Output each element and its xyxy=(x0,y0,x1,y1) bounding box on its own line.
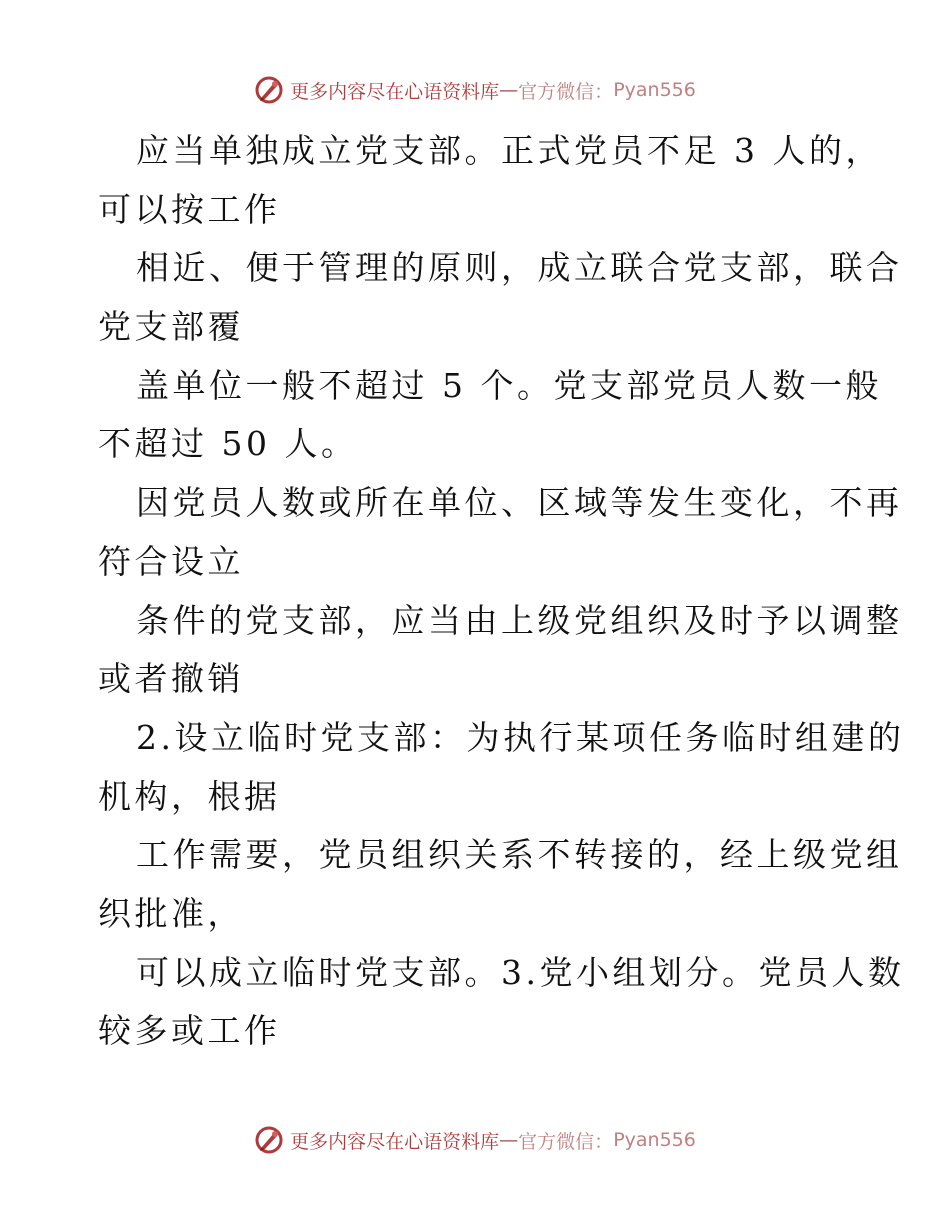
text-line: 相近、便于管理的原则，成立联合党支部，联合 xyxy=(136,248,903,288)
text-line: 党支部覆 xyxy=(98,307,244,347)
text-line: 较多或工作 xyxy=(98,1011,281,1051)
pen-logo-icon xyxy=(254,1125,284,1155)
body-paragraphs xyxy=(98,122,905,1061)
pen-logo-icon xyxy=(254,75,284,105)
text-line: 可以按工作 xyxy=(98,189,281,229)
footer-site-text: 更多内容尽在心语资料库 xyxy=(290,1130,500,1153)
header-wechat-label: 官方微信： xyxy=(518,80,614,103)
text-line: 机构，根据 xyxy=(98,776,281,816)
text-line: 织批准， xyxy=(98,893,244,933)
text-line: 工作需要，党员组织关系不转接的，经上级党组 xyxy=(136,835,903,875)
text-line: 可以成立临时党支部。3.党小组划分。党员人数 xyxy=(136,952,905,992)
footer-wechat-id: Pyan556 xyxy=(613,1129,696,1151)
footer-wechat-label: 官方微信： xyxy=(518,1130,614,1153)
text-line: 条件的党支部，应当由上级党组织及时予以调整 xyxy=(136,600,903,640)
text-line: 2.设立临时党支部：为执行某项任务临时组建的 xyxy=(136,717,905,757)
footer-banner xyxy=(0,1120,950,1160)
text-line: 或者撤销 xyxy=(98,659,244,699)
text-line: 盖单位一般不超过 5 个。党支部党员人数一般 xyxy=(136,365,882,405)
header-wechat-id: Pyan556 xyxy=(613,79,696,101)
header-site-text: 更多内容尽在心语资料库 xyxy=(290,80,500,103)
text-line: 不超过 50 人。 xyxy=(98,424,358,464)
header-dash: — xyxy=(499,79,519,101)
header-banner xyxy=(0,70,950,110)
text-line: 符合设立 xyxy=(98,541,244,581)
text-line: 因党员人数或所在单位、区域等发生变化，不再 xyxy=(136,483,903,523)
footer-dash: — xyxy=(499,1129,519,1151)
text-line: 应当单独成立党支部。正式党员不足 3 人的， xyxy=(136,131,882,170)
